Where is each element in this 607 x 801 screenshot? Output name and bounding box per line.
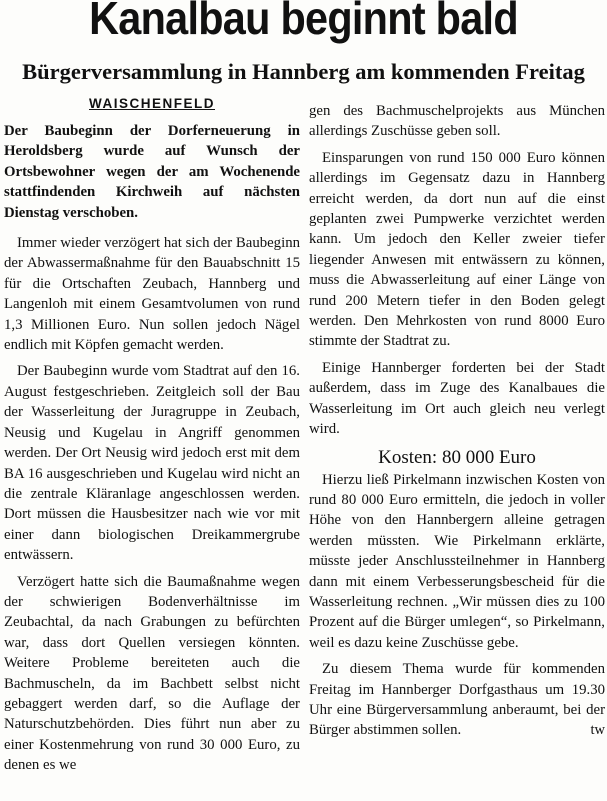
author-initials: tw bbox=[590, 722, 605, 739]
closing-text: Zu diesem Thema wurde für kommenden Freitag im Hannberger Dorfgasthaus um 19.30 Uhr eine Bürgerversammlung anberaumt, bei der Bürger abstimmen sollen. bbox=[309, 661, 605, 739]
lead-paragraph: Der Baubeginn der Dorferneuerung in Heroldsberg wurde auf Wunsch der Ortsbewohner wegen der am Wochenende stattfindenden Kirchweih auf nächsten Dienstag verschoben. bbox=[4, 123, 300, 221]
body-paragraph: Der Baubeginn wurde vom Stadtrat auf den 16. August festgeschrieben. Zeitgleich soll der Bau der Wasserleitung der Juragruppe in Zeubach, Neusig und Kugelau in Angriff genommen werden. Der Ort Neusig wird jedoch erst mit dem BA 16 ausgeschrieben und Kugelau wird nicht an die zentrale Kläranlage angeschlossen werden. Dort müssen die Hausbesitzer nach wie vor mit einer dann biologischen Dreikammergrube entwässern. bbox=[4, 363, 300, 564]
body-paragraph: gen des Bachmuschelprojekts aus München allerdings Zuschüsse geben soll. bbox=[309, 103, 605, 140]
body-paragraph: Verzögert hatte sich die Baumaßnahme wegen der schwierigen Bodenverhältnisse im Zeubachtal, da nach Grabungen zu befürchten war, dass dort Quellen versiegen könnten. Weitere Probleme bereiteten auch die Bachmuscheln, da im Bachbett selbst nicht gebaggert werden darf, so die Auflage der Naturschutzbehörden. Dies führt nun aber zu einer Kostenmehrung von rund 30 000 Euro, zu denen es we bbox=[4, 573, 300, 774]
crosshead: Kosten: 80 000 Euro bbox=[378, 446, 536, 468]
headline: Kanalbau beginnt bald bbox=[89, 0, 518, 44]
body-paragraph: Immer wieder verzögert hat sich der Baubeginn der Abwassermaßnahme für den Bauabschnitt 15 für die Ortschaften Zeubach, Hannberg und Langenloh mit einem Gesamtvolumen von rund 1,3 Millionen Euro. Nun sollen jedoch Nägel endlich mit Köpfen gemacht werden. bbox=[4, 235, 300, 354]
dateline-text: WAISCHENFELD bbox=[89, 96, 215, 111]
body-paragraph: Hierzu ließ Pirkelmann inzwischen Kosten von rund 80 000 Euro ermitteln, die jedoch in voller Höhe von den Hannbergern alleine getragen werden müssten. Wie Pirkelmann erklärte, müsste jeder Anschlussteilnehmer in Hannberg dann mit einem Verbesserungsbescheid für die Wasserleitung rechnen. „Wir müssen dies zu 100 Prozent auf die Bürger umlegen“, so Pirkelmann, weil es dazu keine Zuschüsse gebe. bbox=[309, 471, 605, 651]
body-paragraph: Einige Hannberger forderten bei der Stadt außerdem, dass im Zuge des Kanalbaues die Wasserleitung im Ort auch gleich neu verlegt wird. bbox=[309, 359, 605, 438]
article-column-right bbox=[309, 101, 605, 747]
subheadline: Bürgerversammlung in Hannberg am kommenden Freitag bbox=[22, 59, 585, 84]
body-paragraph: Einsparungen von rund 150 000 Euro können allerdings im Gegensatz dazu in Hannberg erreicht werden, da dort nun auf die einst geplanten zwei Pumpwerke verzichtet werden kann. Um jedoch den Keller zweier tiefer liegender Anwesen mit entwässern zu können, muss die Abwasserleitung auf einer Länge von rund 200 Metern tiefer in den Boden gelegt werden. Den Mehrkosten von rund 8000 Euro stimmte der Stadtrat zu. bbox=[309, 149, 605, 350]
article-column-left bbox=[4, 96, 300, 782]
body-paragraph bbox=[309, 659, 605, 741]
dateline bbox=[4, 96, 300, 112]
